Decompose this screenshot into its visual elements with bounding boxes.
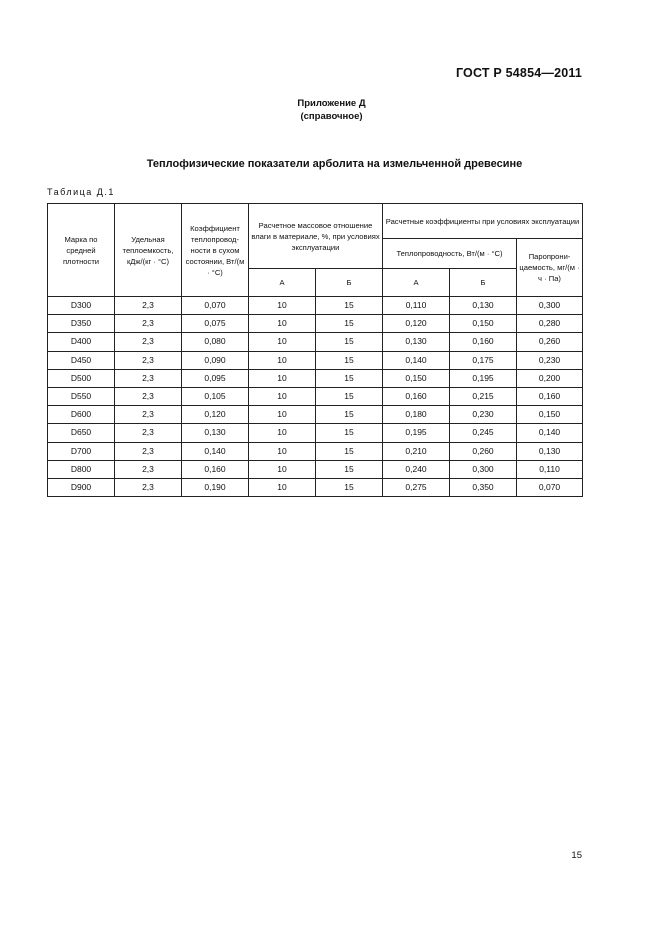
header-thermal-conductivity: Теплопроводность, Вт/(м · °С) — [383, 239, 517, 269]
cell-moisture-a: 10 — [249, 387, 316, 405]
cell-conductivity-b: 0,195 — [450, 369, 517, 387]
appendix-heading — [0, 97, 661, 123]
cell-moisture-b: 15 — [316, 460, 383, 478]
header-coefficients: Расчетные коэффициенты при условиях эксплуатации — [383, 204, 583, 239]
cell-grade: D350 — [48, 315, 115, 333]
table-row — [48, 387, 583, 405]
cell-conductivity-a: 0,210 — [383, 442, 450, 460]
header-specific-heat: Удельная теплоемкость, кДж/(кг · °С) — [115, 204, 182, 297]
document-title: Теплофизические показатели арболита на измельченной древесине — [146, 158, 523, 170]
table-row — [48, 424, 583, 442]
cell-dry-conductivity: 0,080 — [182, 333, 249, 351]
cell-vapor-permeability: 0,230 — [517, 351, 583, 369]
cell-conductivity-b: 0,300 — [450, 460, 517, 478]
cell-vapor-permeability: 0,260 — [517, 333, 583, 351]
cell-moisture-b: 15 — [316, 333, 383, 351]
cell-conductivity-a: 0,275 — [383, 478, 450, 496]
cell-moisture-b: 15 — [316, 351, 383, 369]
cell-dry-conductivity: 0,105 — [182, 387, 249, 405]
cell-grade: D900 — [48, 478, 115, 496]
cell-vapor-permeability: 0,160 — [517, 387, 583, 405]
cell-moisture-b: 15 — [316, 315, 383, 333]
cell-dry-conductivity: 0,140 — [182, 442, 249, 460]
cell-grade: D550 — [48, 387, 115, 405]
cell-grade: D400 — [48, 333, 115, 351]
cell-specific-heat: 2,3 — [115, 387, 182, 405]
cell-moisture-b: 15 — [316, 424, 383, 442]
cell-conductivity-a: 0,110 — [383, 297, 450, 315]
table-row — [48, 369, 583, 387]
table-row — [48, 478, 583, 496]
cell-conductivity-a: 0,130 — [383, 333, 450, 351]
header-conductivity-b: Б — [450, 269, 517, 297]
page-number: 15 — [571, 850, 582, 861]
cell-vapor-permeability: 0,070 — [517, 478, 583, 496]
table-row — [48, 297, 583, 315]
cell-dry-conductivity: 0,160 — [182, 460, 249, 478]
cell-specific-heat: 2,3 — [115, 460, 182, 478]
appendix-title: Приложение Д — [297, 98, 366, 109]
header-conductivity-a: А — [383, 269, 450, 297]
table-row — [48, 442, 583, 460]
cell-conductivity-b: 0,230 — [450, 406, 517, 424]
cell-vapor-permeability: 0,300 — [517, 297, 583, 315]
cell-specific-heat: 2,3 — [115, 351, 182, 369]
cell-moisture-b: 15 — [316, 478, 383, 496]
data-table — [47, 203, 583, 497]
cell-grade: D600 — [48, 406, 115, 424]
cell-vapor-permeability: 0,280 — [517, 315, 583, 333]
header-moisture-b: Б — [316, 269, 383, 297]
cell-grade: D650 — [48, 424, 115, 442]
cell-grade: D800 — [48, 460, 115, 478]
cell-moisture-a: 10 — [249, 369, 316, 387]
cell-dry-conductivity: 0,075 — [182, 315, 249, 333]
cell-conductivity-a: 0,160 — [383, 387, 450, 405]
cell-moisture-b: 15 — [316, 369, 383, 387]
cell-specific-heat: 2,3 — [115, 478, 182, 496]
appendix-type: (справочное) — [300, 111, 363, 122]
cell-conductivity-b: 0,245 — [450, 424, 517, 442]
cell-moisture-a: 10 — [249, 406, 316, 424]
cell-moisture-a: 10 — [249, 460, 316, 478]
cell-conductivity-a: 0,140 — [383, 351, 450, 369]
cell-conductivity-b: 0,260 — [450, 442, 517, 460]
cell-specific-heat: 2,3 — [115, 406, 182, 424]
cell-conductivity-a: 0,120 — [383, 315, 450, 333]
cell-vapor-permeability: 0,200 — [517, 369, 583, 387]
cell-conductivity-b: 0,215 — [450, 387, 517, 405]
cell-dry-conductivity: 0,130 — [182, 424, 249, 442]
cell-dry-conductivity: 0,090 — [182, 351, 249, 369]
table-row — [48, 351, 583, 369]
cell-conductivity-b: 0,350 — [450, 478, 517, 496]
cell-conductivity-b: 0,175 — [450, 351, 517, 369]
cell-conductivity-b: 0,160 — [450, 333, 517, 351]
cell-specific-heat: 2,3 — [115, 315, 182, 333]
cell-dry-conductivity: 0,070 — [182, 297, 249, 315]
header-moisture-a: А — [249, 269, 316, 297]
cell-moisture-b: 15 — [316, 442, 383, 460]
table-row — [48, 406, 583, 424]
cell-grade: D700 — [48, 442, 115, 460]
cell-vapor-permeability: 0,150 — [517, 406, 583, 424]
header-dry-conductivity: Коэффициент теплопровод-ности в сухом состоянии, Вт/(м · °С) — [182, 204, 249, 297]
cell-grade: D300 — [48, 297, 115, 315]
table-row — [48, 460, 583, 478]
cell-moisture-a: 10 — [249, 478, 316, 496]
header-grade: Марка по средней плотности — [48, 204, 115, 297]
cell-vapor-permeability: 0,140 — [517, 424, 583, 442]
cell-conductivity-a: 0,150 — [383, 369, 450, 387]
cell-conductivity-a: 0,195 — [383, 424, 450, 442]
cell-moisture-b: 15 — [316, 387, 383, 405]
header-vapor-permeability: Паропрони-цаемость, мг/(м · ч · Па) — [517, 239, 583, 297]
cell-moisture-a: 10 — [249, 333, 316, 351]
cell-moisture-b: 15 — [316, 297, 383, 315]
cell-moisture-a: 10 — [249, 351, 316, 369]
cell-vapor-permeability: 0,110 — [517, 460, 583, 478]
cell-specific-heat: 2,3 — [115, 424, 182, 442]
cell-dry-conductivity: 0,190 — [182, 478, 249, 496]
cell-specific-heat: 2,3 — [115, 333, 182, 351]
cell-grade: D450 — [48, 351, 115, 369]
cell-conductivity-a: 0,240 — [383, 460, 450, 478]
cell-dry-conductivity: 0,095 — [182, 369, 249, 387]
cell-grade: D500 — [48, 369, 115, 387]
cell-conductivity-b: 0,150 — [450, 315, 517, 333]
cell-dry-conductivity: 0,120 — [182, 406, 249, 424]
header-moisture-ratio: Расчетное массовое отношение влаги в материале, %, при условиях эксплуатации — [249, 204, 383, 269]
cell-conductivity-a: 0,180 — [383, 406, 450, 424]
cell-moisture-a: 10 — [249, 297, 316, 315]
cell-specific-heat: 2,3 — [115, 297, 182, 315]
cell-specific-heat: 2,3 — [115, 369, 182, 387]
cell-moisture-b: 15 — [316, 406, 383, 424]
cell-moisture-a: 10 — [249, 424, 316, 442]
cell-vapor-permeability: 0,130 — [517, 442, 583, 460]
cell-conductivity-b: 0,130 — [450, 297, 517, 315]
table-caption: Таблица Д.1 — [47, 187, 115, 197]
table-row — [48, 315, 583, 333]
table-row — [48, 333, 583, 351]
cell-moisture-a: 10 — [249, 442, 316, 460]
standard-number: ГОСТ Р 54854—2011 — [455, 66, 582, 80]
cell-moisture-a: 10 — [249, 315, 316, 333]
cell-specific-heat: 2,3 — [115, 442, 182, 460]
